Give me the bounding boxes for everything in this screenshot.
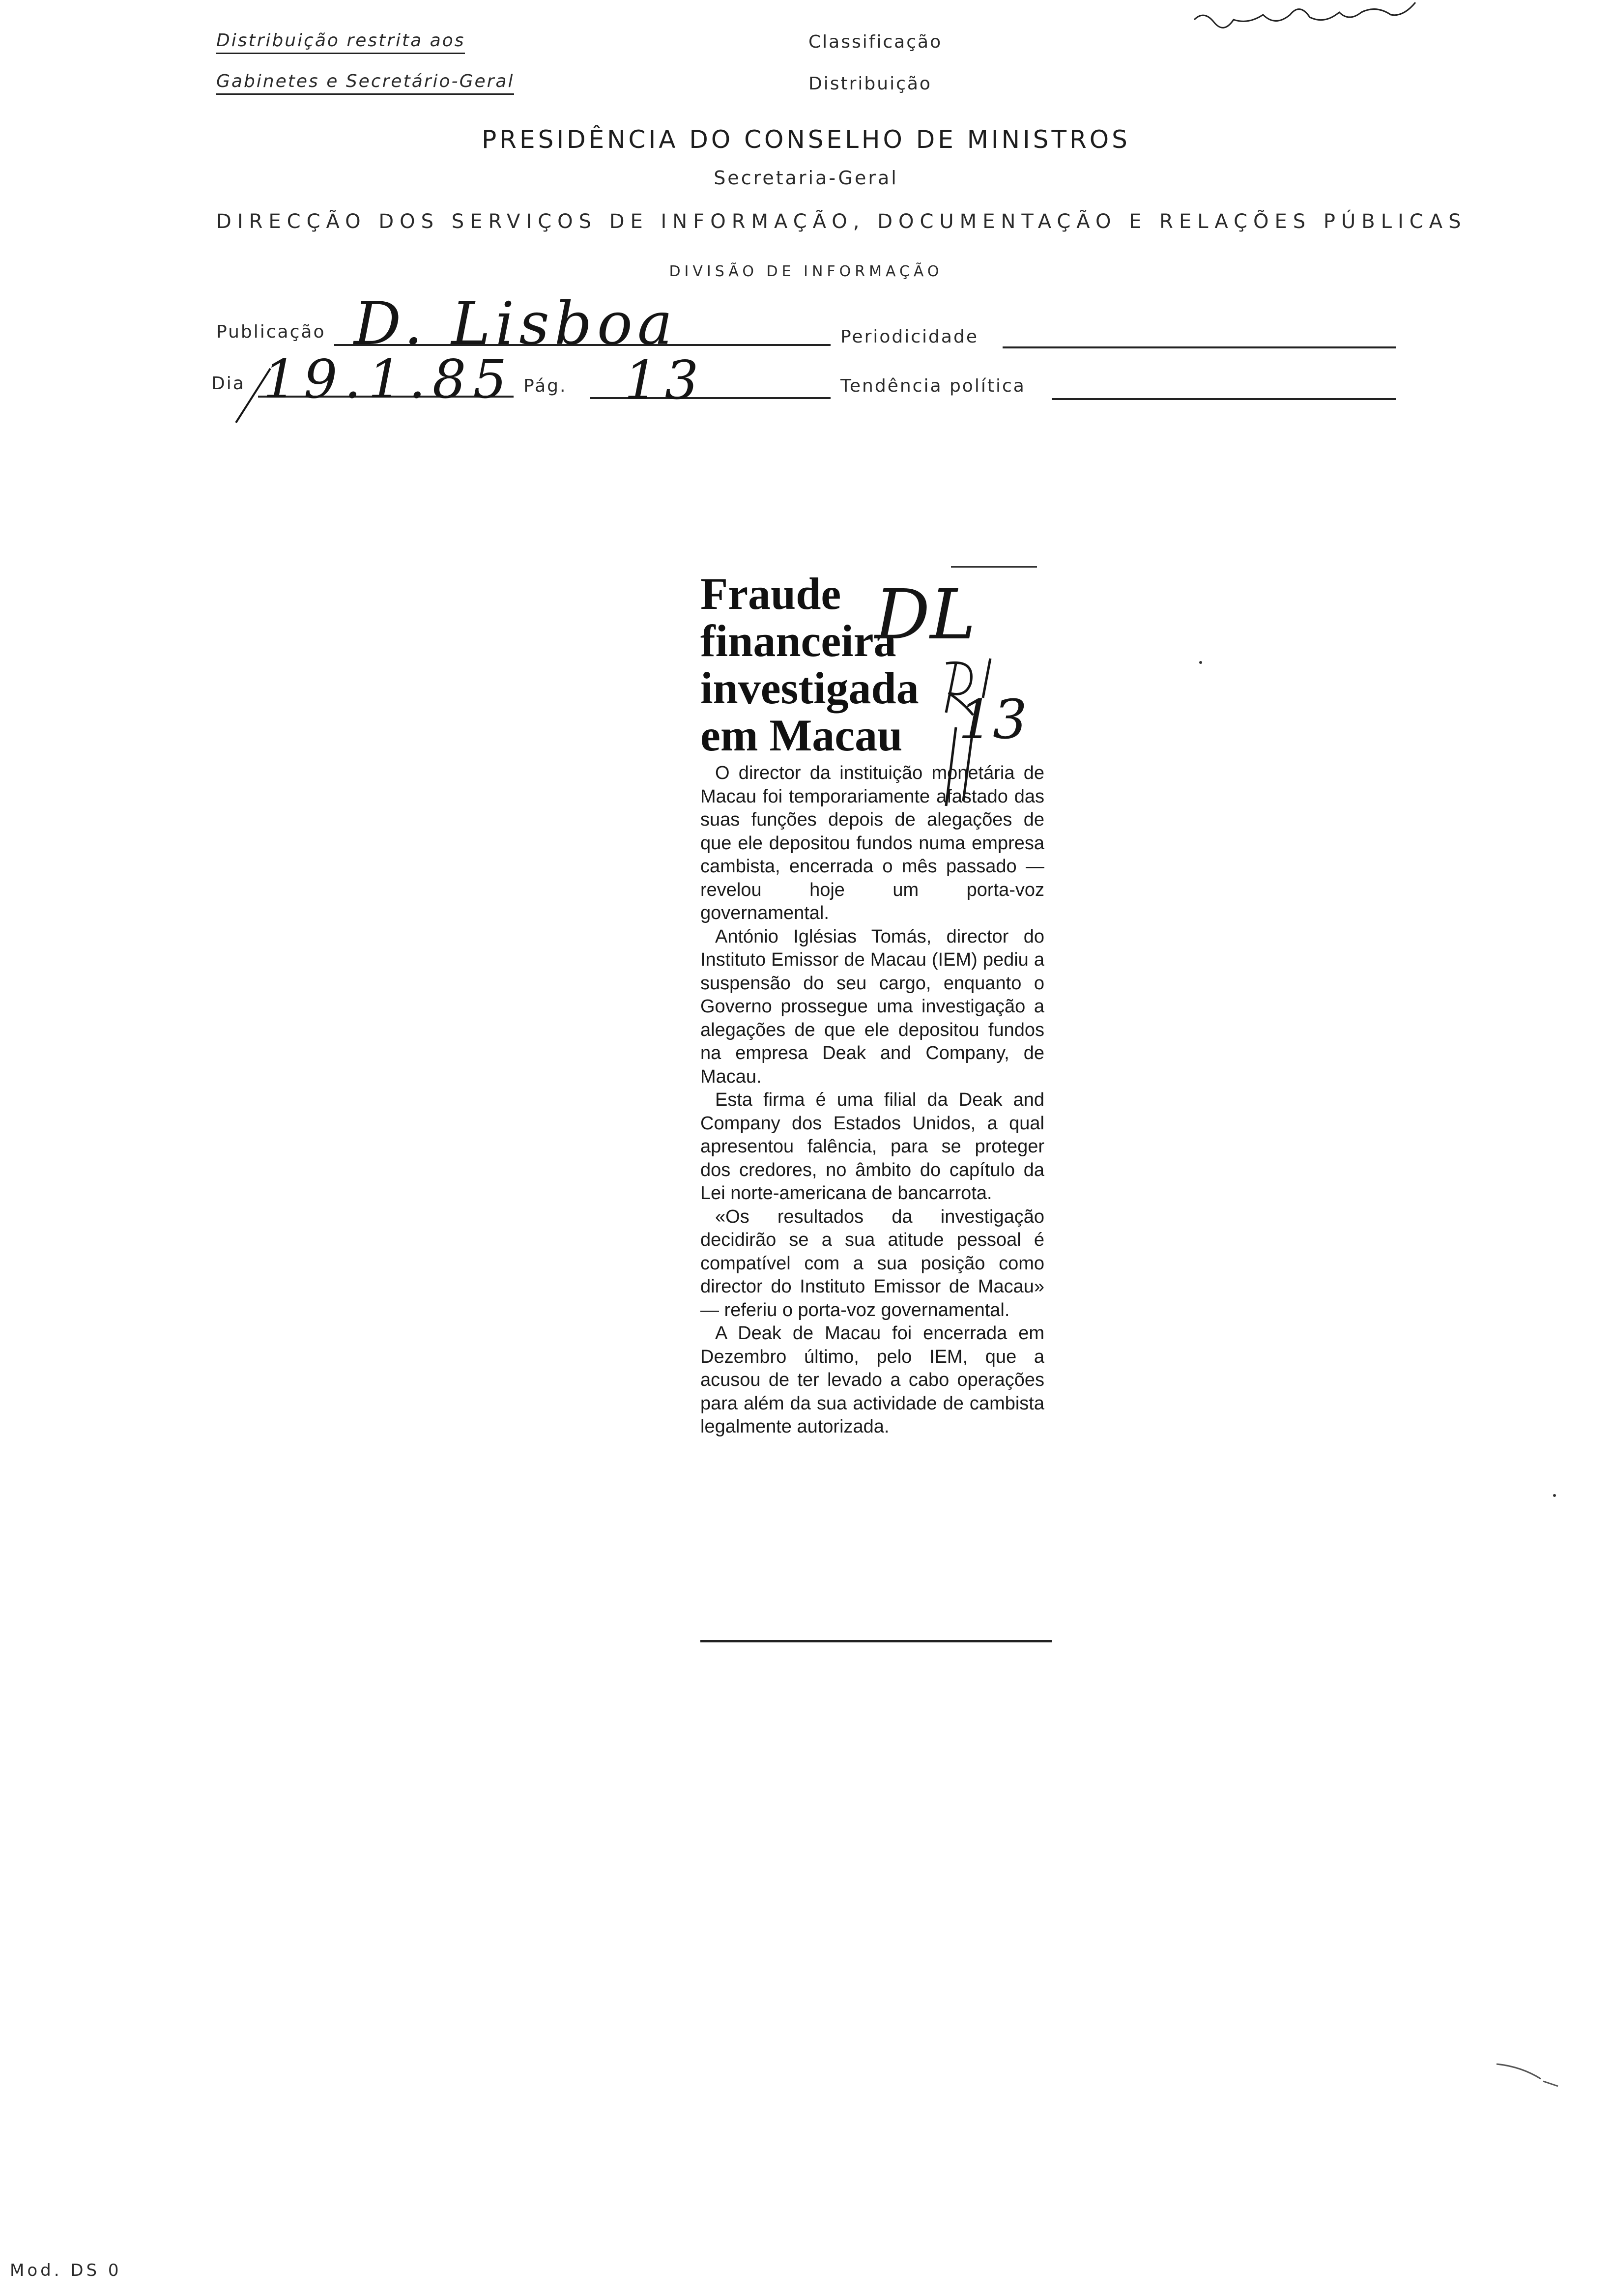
- article-paragraph: António Iglésias Tomás, director do Instituto Emissor de Macau (IEM) pediu a suspensão do seu cargo, enquanto o Governo prossegue uma investigação a alegações de que ele depositou fundos na empresa Deak and Company, de Macau.: [700, 926, 1044, 1087]
- form-code: Mod. DS 0: [10, 2261, 122, 2280]
- restriction-line-1: Distribuição restrita aos: [216, 30, 465, 54]
- article-body: [700, 762, 1044, 1439]
- publicacao-label: Publicação: [216, 322, 326, 342]
- corner-stroke-mark: [1494, 2059, 1563, 2089]
- clip-page-annotation: 13: [958, 688, 1027, 751]
- distribuicao-label: Distribuição: [808, 74, 932, 94]
- speck-mark: [1199, 661, 1202, 664]
- article-headline: Fraude financeira investigada em Macau: [700, 569, 919, 760]
- dia-slash-mark: [231, 364, 275, 428]
- periodicidade-label: Periodicidade: [840, 327, 979, 347]
- tendencia-line: [1052, 398, 1396, 400]
- pagina-label: Pág.: [523, 376, 567, 396]
- dia-label: Dia: [211, 373, 245, 394]
- speck-mark: [1553, 1494, 1556, 1497]
- classificacao-label: Classificação: [808, 32, 943, 52]
- signature-scribble: [1189, 0, 1465, 39]
- page-title: PRESIDÊNCIA DO CONSELHO DE MINISTROS: [482, 125, 1130, 154]
- article-paragraph: O director da instituição monetária de Macau foi temporariamente afastado das suas funções depois de alegações de que ele depositou fundos numa empresa cambista, encerrada o mês passado — revelou hoje um porta-voz governamental.: [700, 763, 1044, 923]
- clip-mark-annotation: DL: [875, 575, 976, 655]
- restriction-line-2: Gabinetes e Secretário-Geral: [216, 71, 514, 95]
- pagina-value: 13: [624, 350, 706, 411]
- article-paragraph: A Deak de Macau foi encerrada em Dezembro último, pelo IEM, que a acusou de ter levado a cabo operações para além da sua actividade de cambista legalmente autorizada.: [700, 1323, 1044, 1437]
- page-subtitle: Secretaria-Geral: [714, 167, 898, 189]
- clipping-bottom-edge: [700, 1640, 1052, 1642]
- clipping-top-edge: [951, 566, 1037, 568]
- handwritten-marks: [936, 649, 1025, 811]
- article-paragraph: «Os resultados da investigação decidirão se a sua atitude pessoal é compatível com a sua posição como director do Instituto Emissor de Macau» — referiu o porta-voz governamental.: [700, 1206, 1044, 1320]
- dia-value: 19.1.85: [263, 349, 514, 410]
- department-name: DIRECÇÃO DOS SERVIÇOS DE INFORMAÇÃO, DOCUMENTAÇÃO E RELAÇÕES PÚBLICAS: [216, 210, 1467, 233]
- division-name: DIVISÃO DE INFORMAÇÃO: [669, 263, 943, 280]
- tendencia-label: Tendência política: [840, 376, 1026, 396]
- publicacao-value: D. Lisboa: [354, 290, 678, 358]
- periodicidade-line: [1003, 346, 1396, 348]
- article-paragraph: Esta firma é uma filial da Deak and Company dos Estados Unidos, a qual apresentou falência, para se proteger dos credores, no âmbito do capítulo da Lei norte-americana de bancarrota.: [700, 1090, 1044, 1204]
